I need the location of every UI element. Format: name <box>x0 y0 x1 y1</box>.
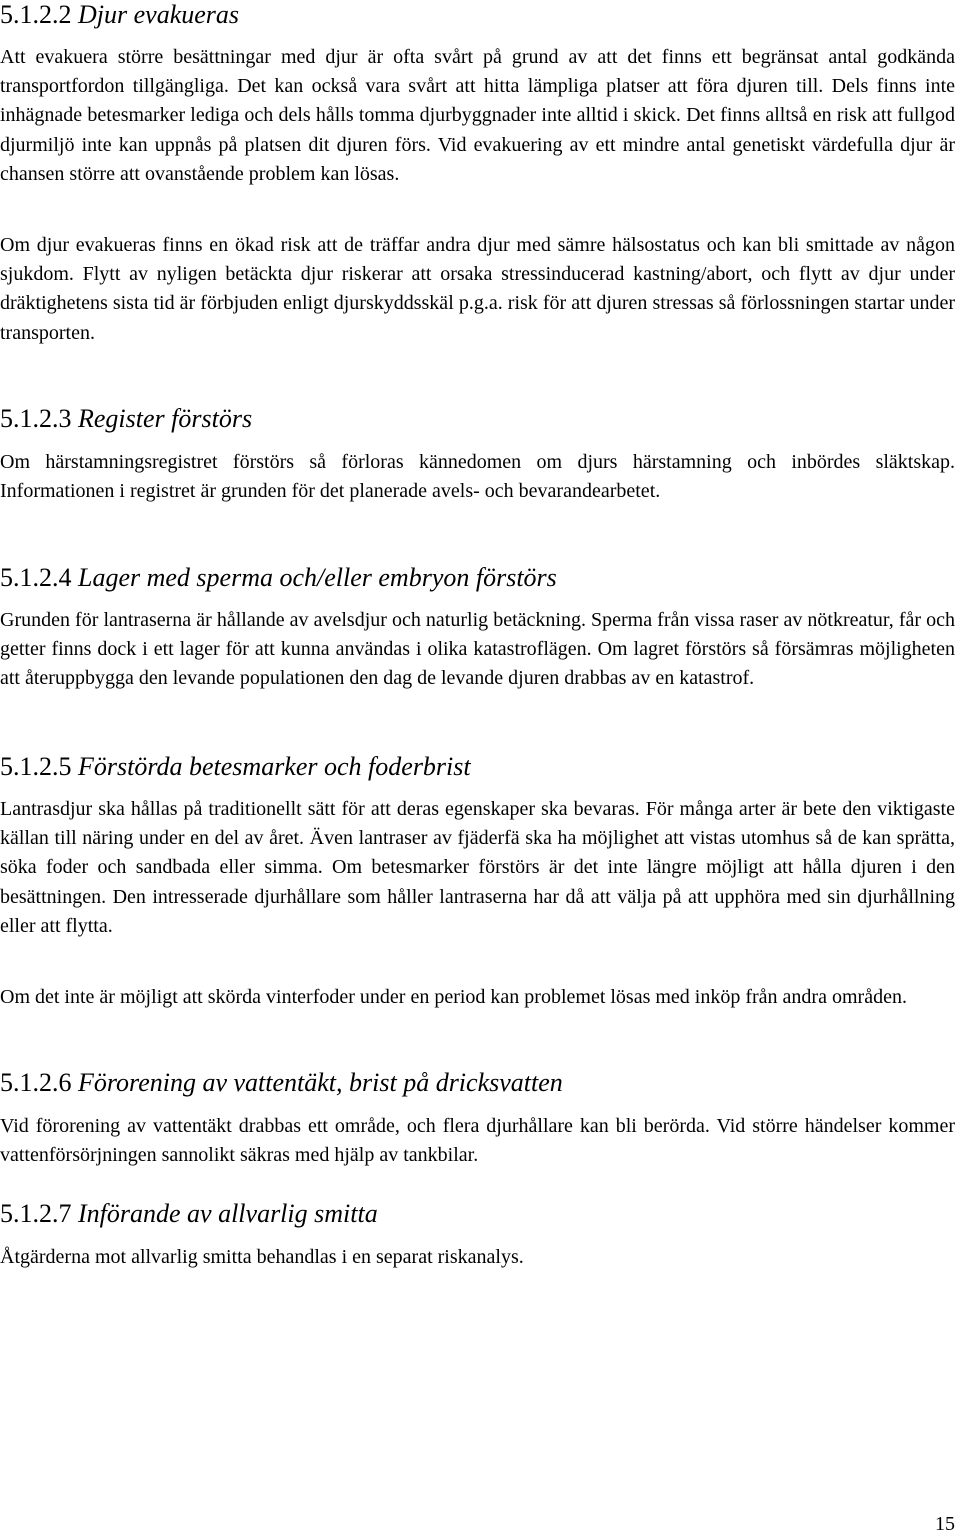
paragraph: Om härstamningsregistret förstörs så förloras kännedomen om djurs härstamning och inbördes släktskap. Informationen i registret är grunden för det planerade avels- och bevarandearbetet. <box>0 451 955 503</box>
page-number: 15 <box>935 1513 955 1535</box>
section-title: Förorening av vattentäkt, brist på dricksvatten <box>78 1068 563 1097</box>
section-number: 5.1.2.4 <box>0 563 72 592</box>
paragraph: Åtgärderna mot allvarlig smitta behandlas i en separat riskanalys. <box>0 1246 524 1268</box>
paragraph: Att evakuera större besättningar med djur är ofta svårt på grund av att det finns ett begränsat antal godkända transportfordon tillgängliga. Det kan också vara svårt att hitta lämpliga platser att föra djuren till. Dels finns inte inhägnade betesmarker lediga och dels hålls tomma djurbyggnader inte alltid i skick. Det finns alltså en risk att fullgod djurmiljö inte kan uppnås på platsen dit djuren förs. Vid evakuering av ett mindre antal genetiskt värdefulla djur är chansen större att ovanstående problem kan lösas. <box>0 46 955 185</box>
section-number: 5.1.2.2 <box>0 0 72 29</box>
section-heading <box>0 0 239 30</box>
paragraph: Vid förorening av vattentäkt drabbas ett område, och flera djurhållare kan bli berörda. Vid större händelser kommer vattenförsörjningen sannolikt säkras med hjälp av tankbilar. <box>0 1115 955 1167</box>
paragraph: Om djur evakueras finns en ökad risk att de träffar andra djur med sämre hälsostatus och kan bli smittade av någon sjukdom. Flytt av nyligen betäckta djur riskerar att orsaka stressinducerad kastning/abort, och flytt av djur under dräktighetens sista tid är förbjuden enligt djurskyddsskäl p.g.a. risk för att djuren stressas så förlossningen startar under transporten. <box>0 234 955 344</box>
section-title: Införande av allvarlig smitta <box>78 1199 378 1228</box>
section-heading <box>0 404 252 434</box>
section-title: Lager med sperma och/eller embryon förstörs <box>78 563 557 592</box>
section-heading <box>0 1068 563 1098</box>
section-title: Djur evakueras <box>78 0 240 29</box>
section-number: 5.1.2.3 <box>0 404 72 433</box>
section-heading <box>0 752 471 782</box>
section-title: Förstörda betesmarker och foderbrist <box>78 752 471 781</box>
paragraph: Om det inte är möjligt att skörda vinterfoder under en period kan problemet lösas med inköp från andra områden. <box>0 986 907 1008</box>
section-heading <box>0 563 557 593</box>
section-number: 5.1.2.7 <box>0 1199 72 1228</box>
section-number: 5.1.2.5 <box>0 752 72 781</box>
section-heading <box>0 1199 378 1229</box>
paragraph: Lantrasdjur ska hållas på traditionellt sätt för att deras egenskaper ska bevaras. För många arter är bete den viktigaste källan till näring under en del av året. Även lantraser av fjäderfä ska ha möjlighet att vistas utomhus så de kan sprätta, söka foder och sandbada eller simma. Om betesmarker förstörs är det inte längre möjligt att hålla djuren i den besättningen. Den intresserade djurhållare som håller lantraserna har då att välja på att upphöra med sin djurhållning eller att flytta. <box>0 798 955 937</box>
paragraph: Grunden för lantraserna är hållande av avelsdjur och naturlig betäckning. Sperma från vissa raser av nötkreatur, får och getter finns dock i ett lager för att kunna användas i olika katastroflägen. Om lagret förstörs så försämras möjligheten att återuppbygga den levande populationen den dag de levande djuren drabbas av en katastrof. <box>0 609 955 690</box>
section-title: Register förstörs <box>78 404 253 433</box>
section-number: 5.1.2.6 <box>0 1068 72 1097</box>
